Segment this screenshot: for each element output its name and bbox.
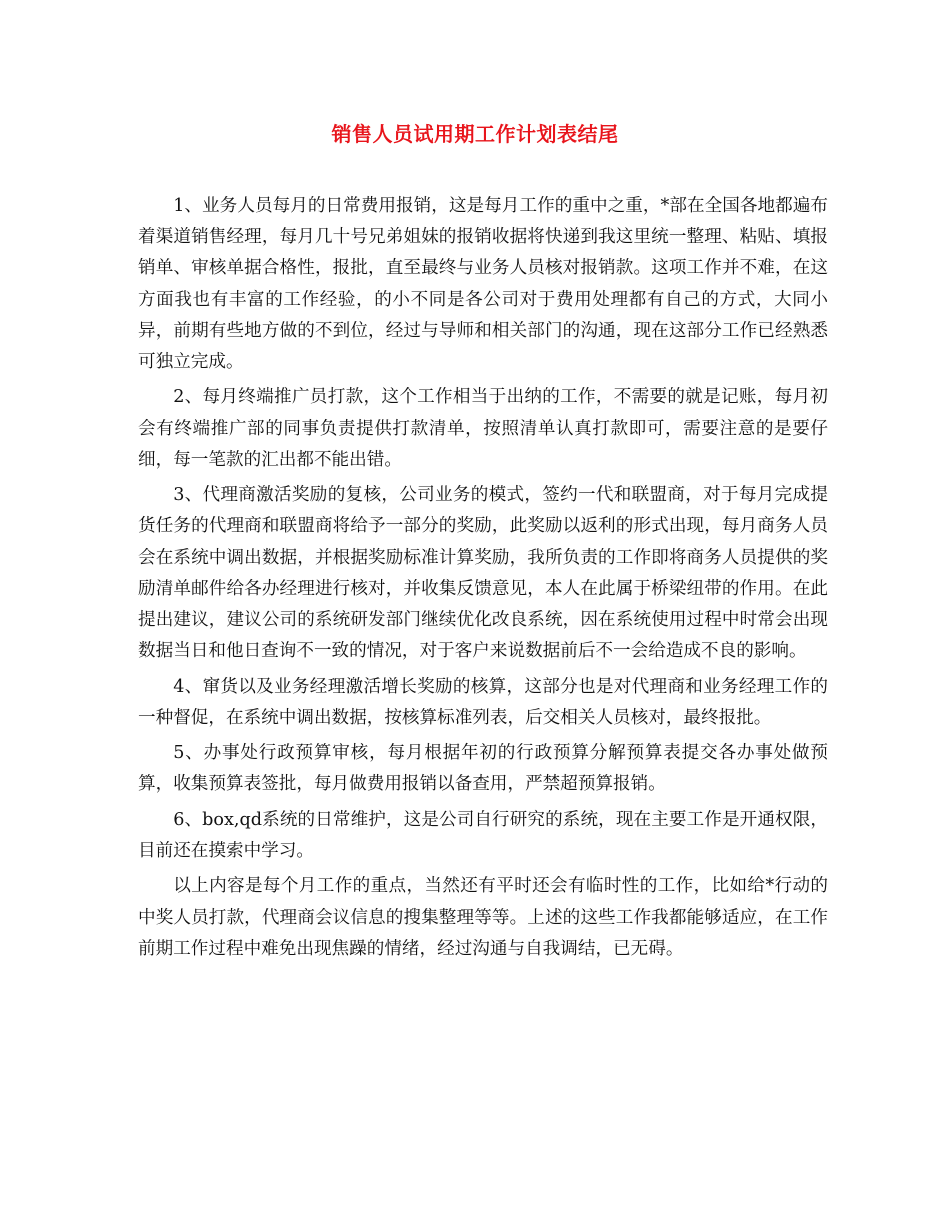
paragraph-1: 1、业务人员每月的日常费用报销，这是每月工作的重中之重，*部在全国各地都遍布着渠道销售经理，每月几十号兄弟姐妹的报销收据将快递到我这里统一整理、粘贴、填报销单、审核单据合格性，报批，直至最终与业务人员核对报销款。这项工作并不难，在这方面我也有丰富的工作经验，的小不同是各公司对于费用处理都有自己的方式，大同小异，前期有些地方做的不到位，经过与导师和相关部门的沟通，现在这部分工作已经熟悉可独立完成。 (138, 196, 828, 373)
paragraph-6: 6、box,qd系统的日常维护，这是公司自行研究的系统，现在主要工作是开通权限，目前还在摸索中学习。 (138, 809, 828, 861)
paragraph-2: 2、每月终端推广员打款，这个工作相当于出纳的工作，不需要的就是记账，每月初会有终端推广部的同事负责提供打款清单，按照清单认真打款即可，需要注意的是要仔细，每一笔款的汇出都不能出错。 (138, 387, 828, 470)
paragraph-summary: 以上内容是每个月工作的重点，当然还有平时还会有临时性的工作，比如给*行动的中奖人员打款，代理商会议信息的搜集整理等等。上述的这些工作我都能够适应，在工作前期工作过程中难免出现焦躁的情绪，经过沟通与自我调结，已无碍。 (138, 876, 828, 959)
document-title: 销售人员试用期工作计划表结尾 (331, 122, 619, 146)
document-body (138, 191, 828, 969)
paragraph-3: 3、代理商激活奖励的复核，公司业务的模式，签约一代和联盟商，对于每月完成提货任务的代理商和联盟商将给予一部分的奖励，此奖励以返利的形式出现，每月商务人员会在系统中调出数据，并根据奖励标准计算奖励，我所负责的工作即将商务人员提供的奖励清单邮件给各办经理进行核对，并收集反馈意见，本人在此属于桥梁纽带的作用。在此提出建议，建议公司的系统研发部门继续优化改良系统，因在系统使用过程中时常会出现数据当日和他日查询不一致的情况，对于客户来说数据前后不一会给造成不良的影响。 (138, 485, 828, 662)
paragraph-4: 4、窜货以及业务经理激活增长奖励的核算，这部分也是对代理商和业务经理工作的一种督促，在系统中调出数据，按核算标准列表，后交相关人员核对，最终报批。 (138, 676, 828, 728)
paragraph-5: 5、办事处行政预算审核，每月根据年初的行政预算分解预算表提交各办事处做预算，收集预算表签批，每月做费用报销以备查用，严禁超预算报销。 (138, 743, 828, 795)
